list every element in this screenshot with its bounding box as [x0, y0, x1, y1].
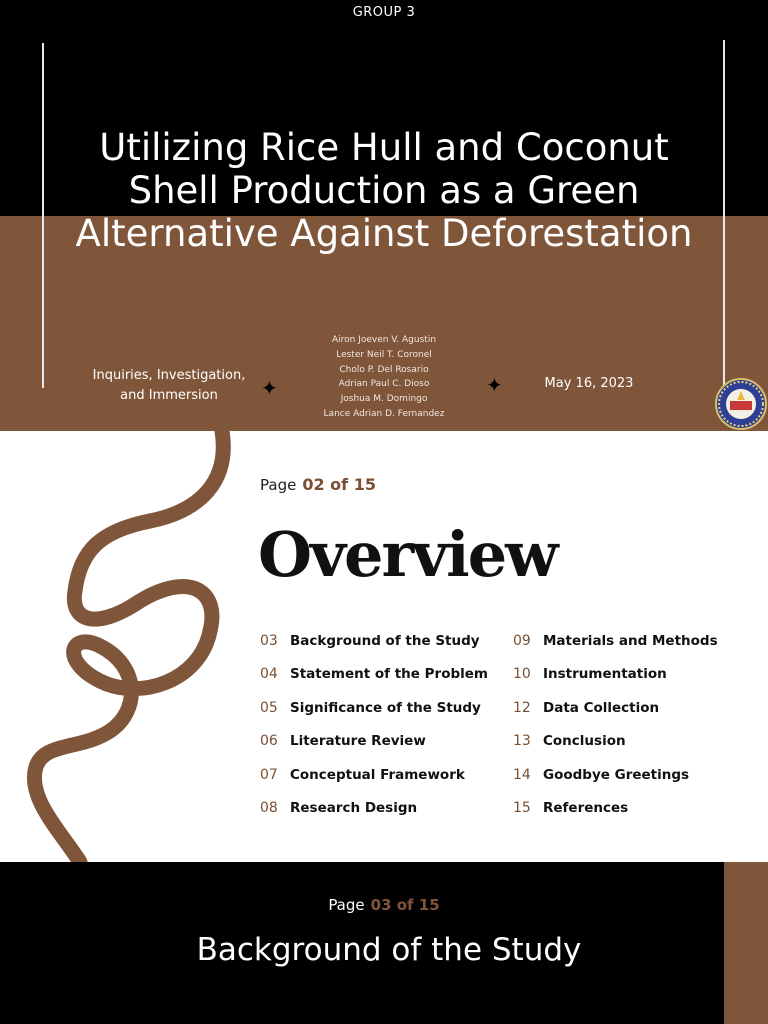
- toc-item[interactable]: 07 Conceptual Framework: [260, 767, 465, 783]
- overview-heading: Overview: [258, 518, 557, 591]
- toc-item[interactable]: 04 Statement of the Problem: [260, 666, 488, 682]
- toc-item[interactable]: 15 References: [513, 800, 629, 816]
- author-name: Adrian Paul C. Dioso: [338, 379, 430, 390]
- author-list: [290, 333, 478, 422]
- author-name: Airon Joeven V. Agustin: [331, 335, 437, 345]
- school-seal-icon: [715, 378, 767, 430]
- author-name: Joshua M. Domingo: [340, 394, 428, 405]
- toc-item[interactable]: 03 Background of the Study: [260, 633, 480, 649]
- toc-item[interactable]: 10 Instrumentation: [513, 666, 667, 682]
- toc-item[interactable]: 08 Research Design: [260, 800, 418, 816]
- group-label: GROUP 3: [352, 5, 416, 20]
- page-indicator: Page 02 of 15: [260, 475, 376, 494]
- right-frame-line: [723, 40, 725, 390]
- presentation-title: Utilizing Rice Hull and Coconut Shell Production as a Green Alternative Against Deforestation: [75, 126, 693, 255]
- course-name: Inquiries, Investigation, and Immersion: [92, 368, 246, 403]
- presentation-date: May 16, 2023: [544, 376, 634, 391]
- toc-item[interactable]: 13 Conclusion: [513, 733, 626, 749]
- four-point-star-icon: ✦: [486, 373, 503, 397]
- toc-item[interactable]: 09 Materials and Methods: [513, 633, 718, 649]
- author-name: Lance Adrian D. Fernandez: [323, 408, 445, 419]
- next-page-indicator: Page 03 of 15: [328, 896, 440, 914]
- left-frame-line: [42, 43, 44, 388]
- toc-item[interactable]: 12 Data Collection: [513, 700, 660, 716]
- author-name: Cholo P. Del Rosario: [339, 364, 429, 375]
- toc-item[interactable]: 06 Literature Review: [260, 733, 426, 749]
- decorative-swirl: [0, 431, 250, 862]
- four-point-star-icon: ✦: [261, 376, 278, 400]
- toc-item[interactable]: 14 Goodbye Greetings: [513, 767, 690, 783]
- toc-item[interactable]: 05 Significance of the Study: [260, 700, 481, 716]
- next-slide-title: Background of the Study: [196, 932, 582, 968]
- author-name: Lester Neil T. Coronel: [336, 349, 432, 360]
